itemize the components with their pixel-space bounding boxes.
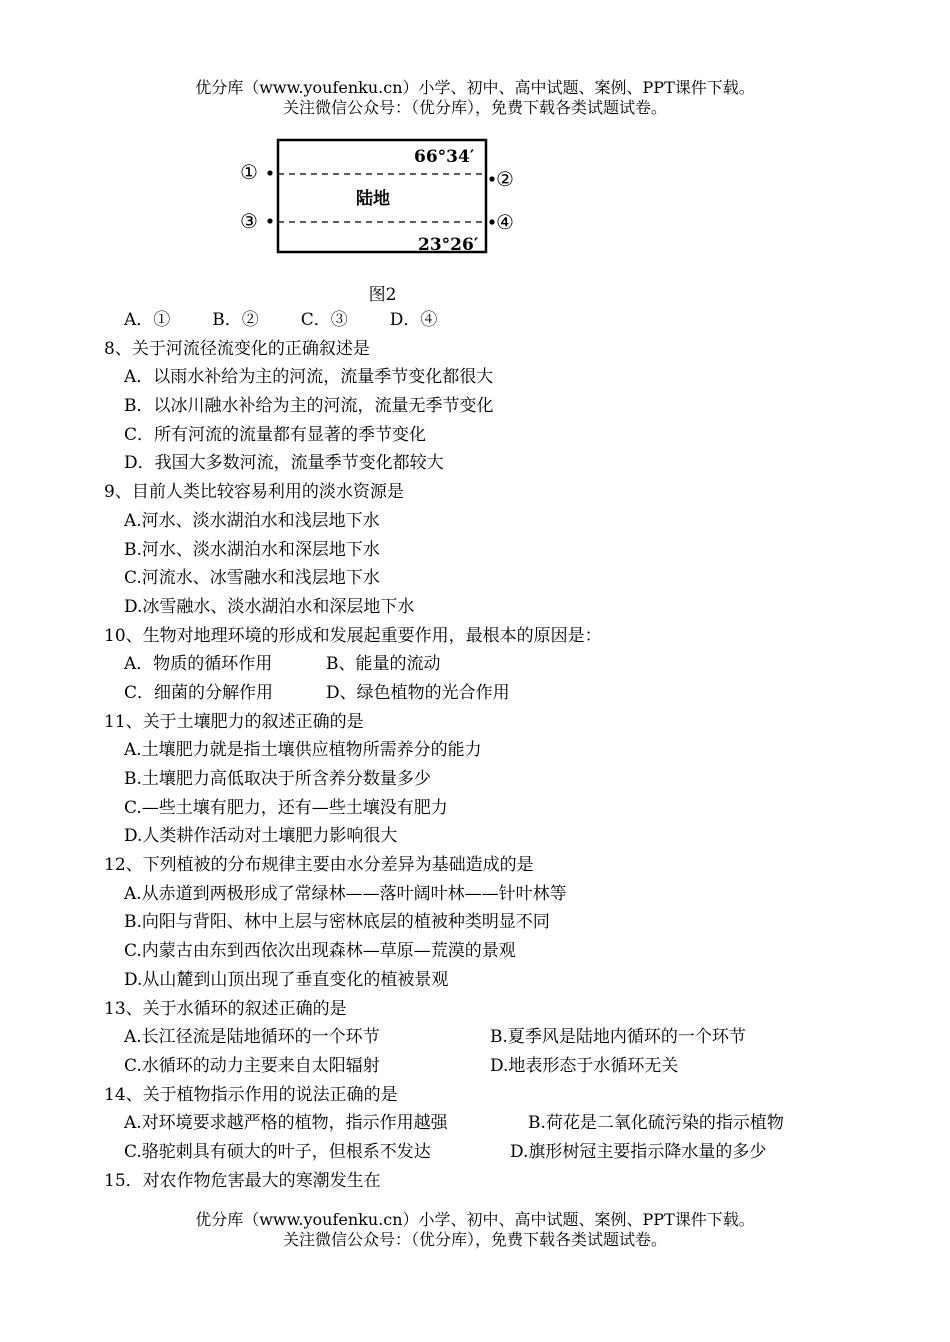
q10-options-row-2 xyxy=(104,679,884,708)
q15-stem: 15．对农作物危害最大的寒潮发生在 xyxy=(104,1170,381,1191)
q12-option-b: B.向阳与背阳、林中上层与密林底层的植被种类明显不同 xyxy=(124,912,550,933)
q9-option-b: B.河水、淡水湖泊水和深层地下水 xyxy=(124,539,380,560)
q8-option-d: D．我国大多数河流，流量季节变化都较大 xyxy=(124,453,444,474)
questions-body xyxy=(104,306,884,1195)
q10-option-c: C．细菌的分解作用 xyxy=(124,682,274,703)
lat-top-label: 66°34′ xyxy=(414,147,475,167)
point-3-dot xyxy=(267,218,272,223)
bottom-banner-line-2: 关注微信公众号：（优分库），免费下载各类试题试卷。 xyxy=(282,1230,667,1249)
q12-stem: 12、下列植被的分布规律主要由水分差异为基础造成的是 xyxy=(104,855,534,876)
q7-option-a: A．① xyxy=(124,310,171,330)
point-1-dot xyxy=(267,170,272,175)
point-3-label: ③ xyxy=(240,209,258,233)
q7-option-c: C．③ xyxy=(300,310,348,330)
q13-options-row-1 xyxy=(104,1023,884,1052)
bottom-banner-line-1: 优分库（www.youfenku.cn）小学、初中、高中试题、案例、PPT课件下载。 xyxy=(195,1210,755,1229)
q11-option-d: D.人类耕作活动对土壤肥力影响很大 xyxy=(124,826,398,847)
banner-line-2: 关注微信公众号：（优分库），免费下载各类试题试卷。 xyxy=(282,98,667,117)
q11-stem: 11、关于土壤肥力的叙述正确的是 xyxy=(104,711,364,732)
q7-options xyxy=(104,306,884,335)
q14-options-row-2 xyxy=(104,1138,884,1167)
q13-option-b: B.夏季风是陆地内循环的一个环节 xyxy=(490,1027,746,1048)
q10-option-a: A．物质的循环作用 xyxy=(124,654,273,675)
point-4-label: ④ xyxy=(496,210,514,234)
q8-option-a: A．以雨水补给为主的河流，流量季节变化都很大 xyxy=(124,367,494,388)
point-1-label: ① xyxy=(240,160,258,184)
q12-option-c: C.内蒙古由东到西依次出现森林—草原—荒漠的景观 xyxy=(124,941,516,962)
q10-options-row-1 xyxy=(104,650,884,679)
bottom-banner xyxy=(0,1210,950,1250)
q13-stem: 13、关于水循环的叙述正确的是 xyxy=(104,998,347,1019)
q10-option-b: B、能量的流动 xyxy=(326,654,441,675)
q13-options-row-2 xyxy=(104,1052,884,1081)
q13-option-d: D.地表形态于水循环无关 xyxy=(490,1055,679,1076)
q7-option-b: B．② xyxy=(212,310,259,330)
q14-option-b: B.荷花是二氧化硫污染的指示植物 xyxy=(528,1113,784,1134)
point-4-dot xyxy=(489,219,494,224)
q12-option-d: D.从山麓到山顶出现了垂直变化的植被景观 xyxy=(124,969,449,990)
q10-option-d: D、绿色植物的光合作用 xyxy=(326,682,510,703)
q9-option-c: C.河流水、冰雪融水和浅层地下水 xyxy=(124,568,380,589)
q13-option-a: A.长江径流是陆地循环的一个环节 xyxy=(124,1027,380,1048)
banner-line-1: 优分库（www.youfenku.cn）小学、初中、高中试题、案例、PPT课件下载。 xyxy=(195,78,755,97)
q11-option-a: A.土壤肥力就是指土壤供应植物所需养分的能力 xyxy=(124,740,482,761)
q8-option-c: C．所有河流的流量都有显著的季节变化 xyxy=(124,424,427,445)
q11-option-b: B.土壤肥力高低取决于所含养分数量多少 xyxy=(124,769,431,789)
q8-option-b: B．以冰川融水补给为主的河流，流量无季节变化 xyxy=(124,396,494,417)
q7-option-d: D．④ xyxy=(389,310,438,330)
figure-caption: 图2 xyxy=(368,285,397,305)
q14-option-a: A.对环境要求越严格的植物，指示作用越强 xyxy=(124,1113,448,1134)
q14-stem: 14、关于植物指示作用的说法正确的是 xyxy=(104,1084,398,1105)
point-2-dot xyxy=(489,176,494,181)
land-label: 陆地 xyxy=(356,189,390,209)
point-2-label: ② xyxy=(496,167,514,191)
top-banner xyxy=(0,78,950,118)
q11-option-c: C.—些土壤有肥力，还有—些土壤没有肥力 xyxy=(124,797,448,818)
q14-option-c: C.骆驼刺具有硕大的叶子，但根系不发达 xyxy=(124,1141,431,1162)
q9-option-d: D.冰雪融水、淡水湖泊水和深层地下水 xyxy=(124,596,415,617)
figure-2-diagram xyxy=(232,132,532,262)
q14-options-row-1 xyxy=(104,1109,884,1138)
q14-option-d: D.旗形树冠主要指示降水量的多少 xyxy=(510,1141,767,1162)
q9-stem: 9、目前人类比较容易利用的淡水资源是 xyxy=(104,482,404,503)
q8-stem: 8、关于河流径流变化的正确叙述是 xyxy=(104,338,370,359)
q13-option-c: C.水循环的动力主要来自太阳辐射 xyxy=(124,1055,380,1076)
q9-option-a: A.河水、淡水湖泊水和浅层地下水 xyxy=(124,510,380,531)
q10-stem: 10、生物对地理环境的形成和发展起重要作用，最根本的原因是： xyxy=(104,625,602,646)
lat-bottom-label: 23°26′ xyxy=(418,235,479,255)
q12-option-a: A.从赤道到两极形成了常绿林——落叶阔叶林——针叶林等 xyxy=(124,883,567,904)
